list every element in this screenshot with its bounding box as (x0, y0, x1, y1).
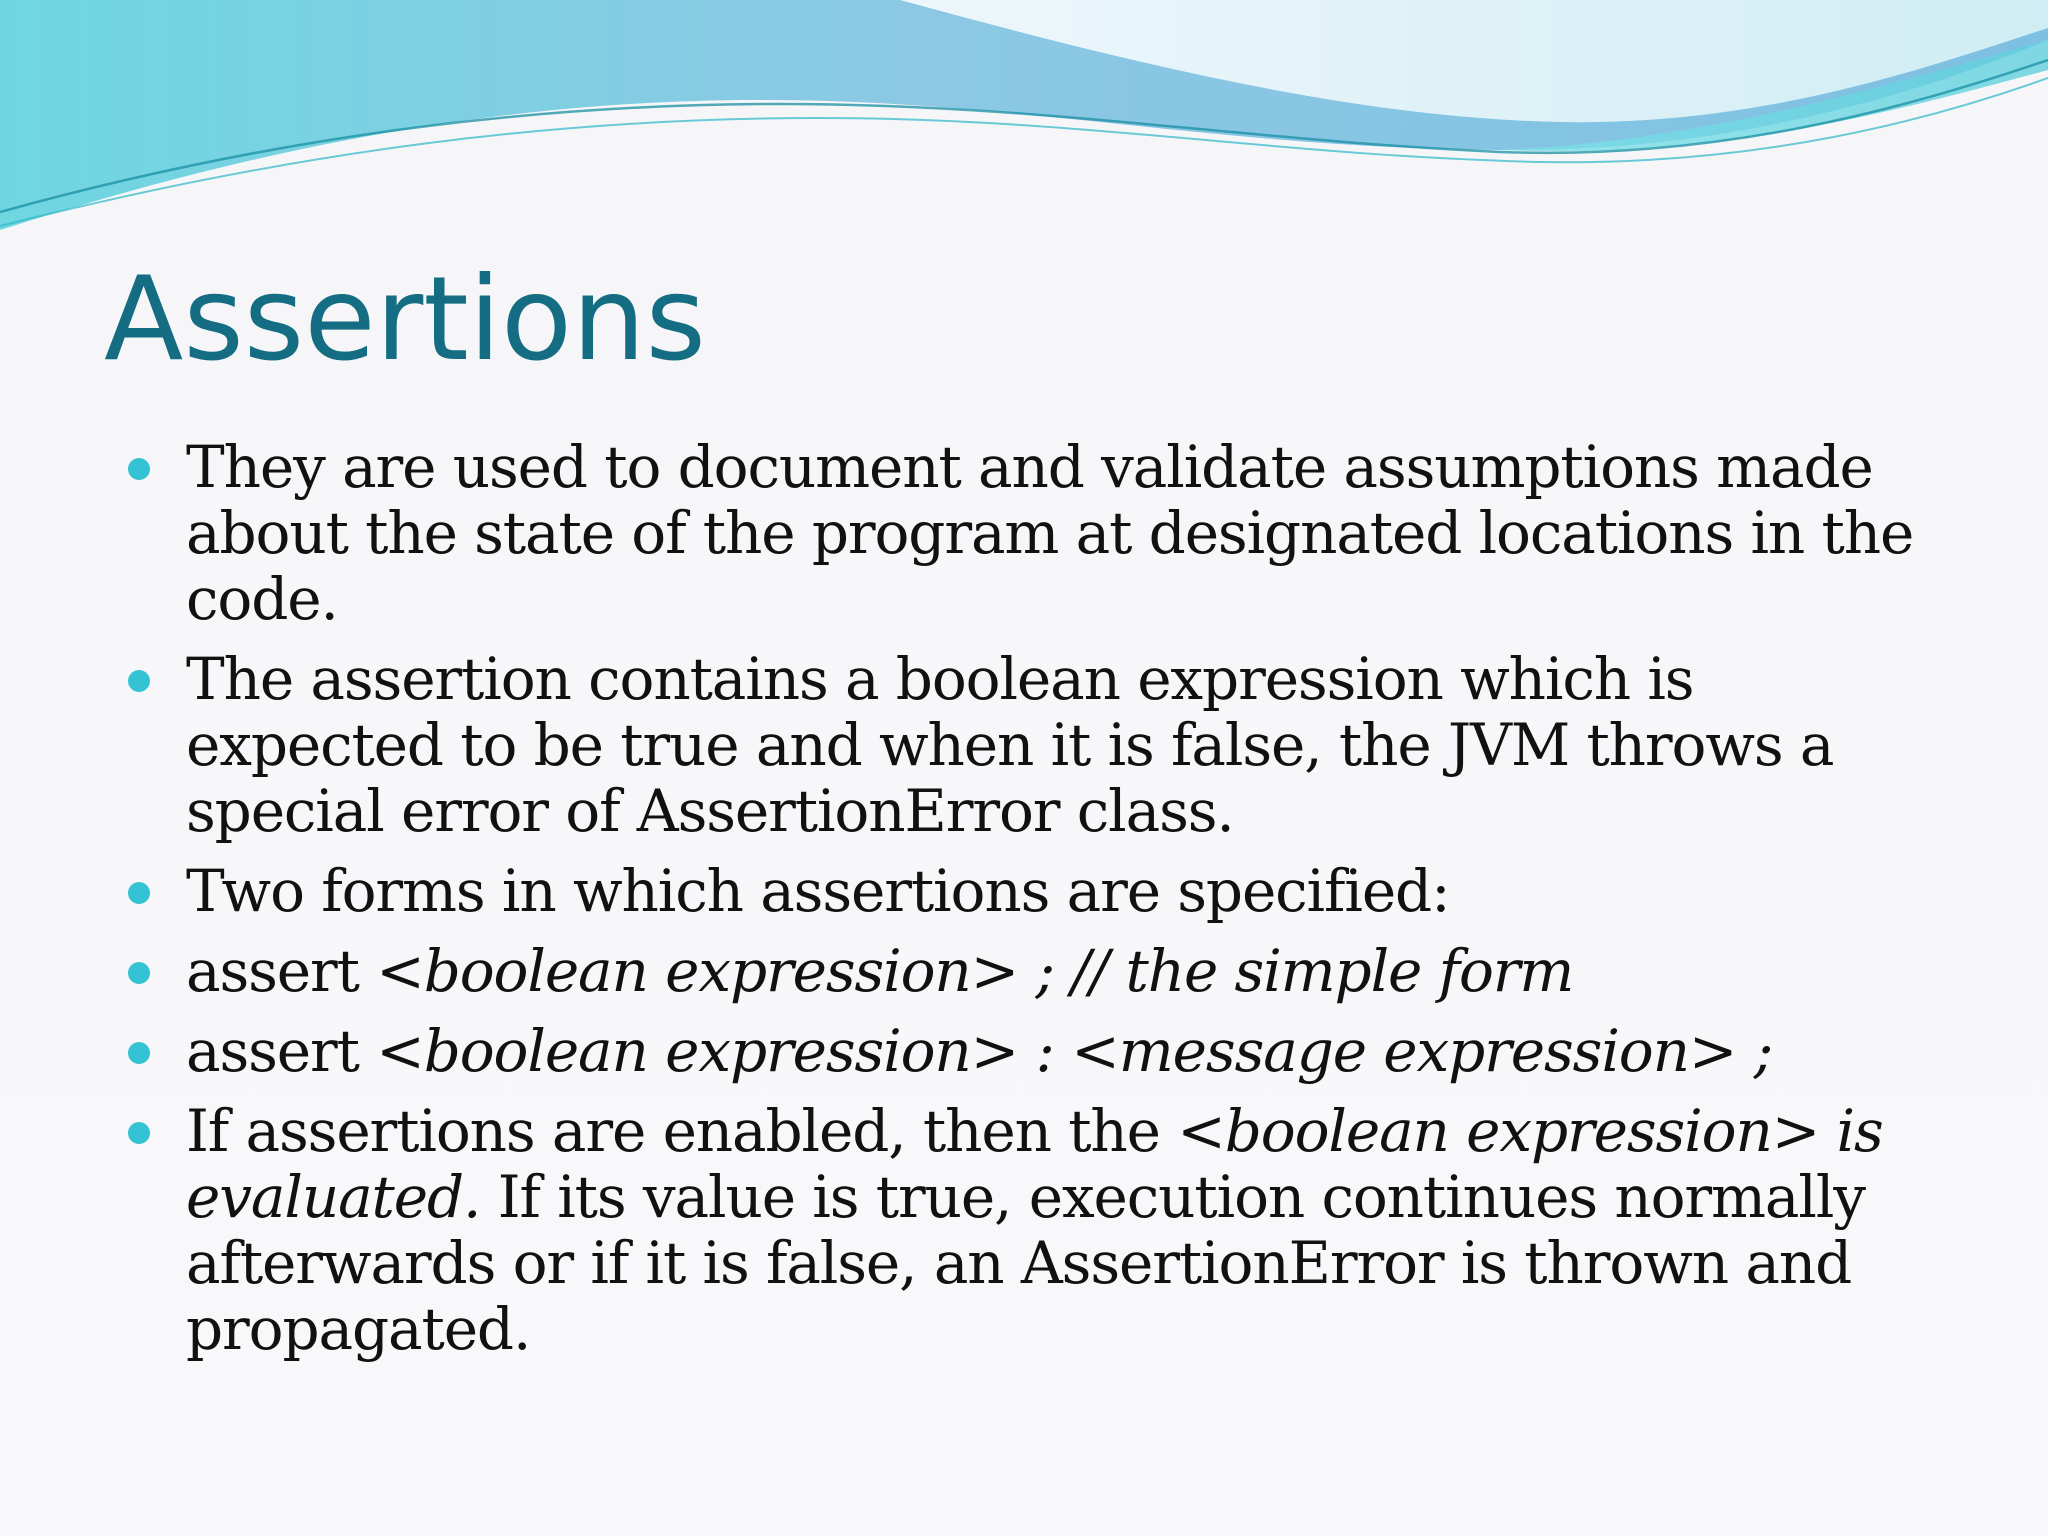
assert-simple-form: <boolean expression> ; // the simple form (376, 937, 1574, 1005)
bullet-text-tail: If its value is true, execution continues normally afterwards or if it is false, an AssertionError is thrown and propagated. (186, 1163, 1865, 1363)
bullet-text: They are used to document and validate assumptions made about the state of the program at designated locations in the code. (186, 433, 1914, 633)
bullet-item (126, 1018, 1956, 1084)
bullet-item (126, 1098, 1956, 1362)
bullet-item (126, 646, 1956, 844)
bullet-item (126, 938, 1956, 1004)
bullet-icon (128, 962, 150, 984)
slide-title: Assertions (104, 252, 706, 387)
bullet-icon (128, 1122, 150, 1144)
bullet-text: Two forms in which assertions are specified: (186, 857, 1450, 925)
assert-message-form: <boolean expression> : <message expression> ; (376, 1017, 1773, 1085)
bullet-text-lead: If assertions are enabled, then the (186, 1097, 1178, 1165)
bullet-item (126, 858, 1956, 924)
bullet-item (126, 434, 1956, 632)
bullet-icon (128, 670, 150, 692)
decorative-wave-header (0, 0, 2048, 260)
bullet-icon (128, 882, 150, 904)
bullet-text: The assertion contains a boolean expression which is expected to be true and when it is false, the JVM throws a special error of AssertionError class. (186, 645, 1834, 845)
bullet-icon (128, 458, 150, 480)
bullet-list (126, 434, 1956, 1376)
bullet-icon (128, 1042, 150, 1064)
assert-keyword: assert (186, 937, 377, 1005)
bullet-text-emphasis: <boolean expression> is evaluated. (186, 1097, 1883, 1231)
assert-keyword: assert (186, 1017, 377, 1085)
